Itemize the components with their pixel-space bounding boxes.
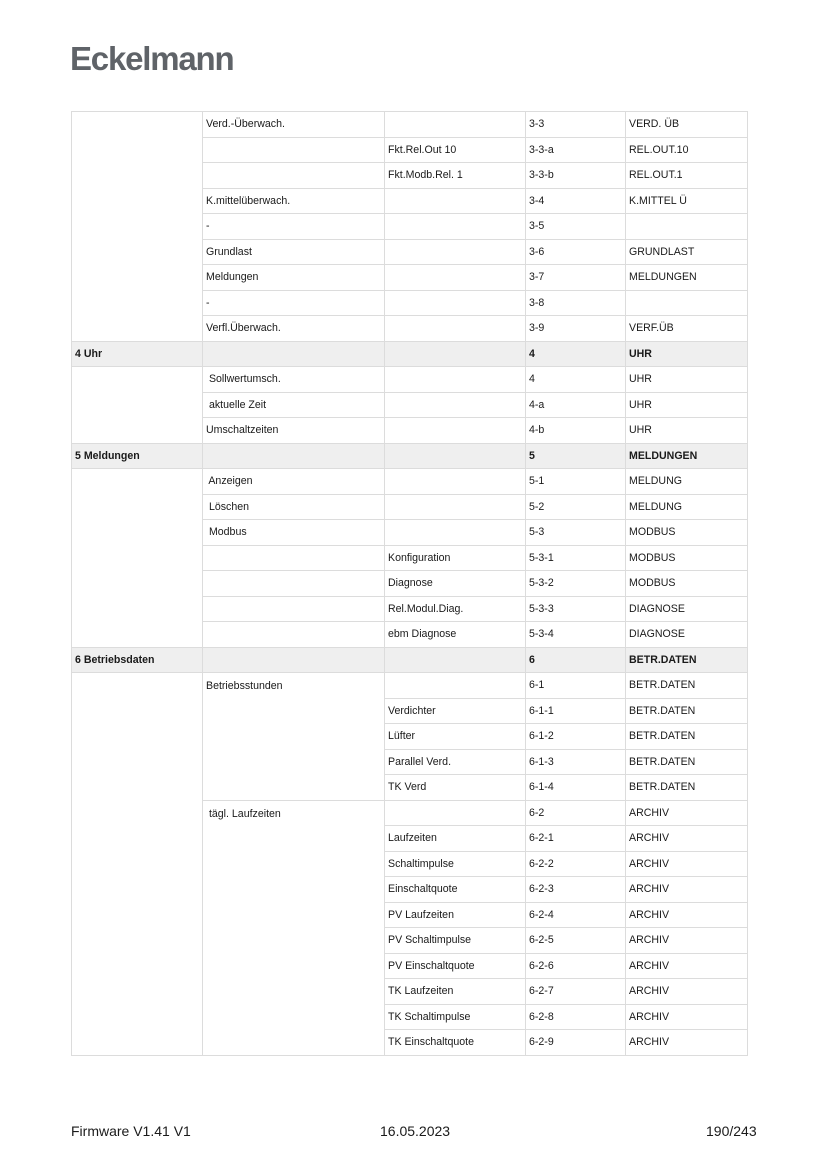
menu-code-cell: 6-2-6	[526, 953, 626, 979]
menu-code-cell: 5-3-3	[526, 596, 626, 622]
section-header-row	[72, 443, 748, 469]
menu-code-cell: 3-4	[526, 188, 626, 214]
menu-code-cell: 6-2-1	[526, 826, 626, 852]
display-name-cell: UHR	[626, 367, 748, 393]
menu-code-cell: 3-9	[526, 316, 626, 342]
level3-cell	[385, 341, 526, 367]
level3-cell	[385, 367, 526, 393]
level2-cell: Umschaltzeiten	[203, 418, 385, 444]
level2-cell: Sollwertumsch.	[203, 367, 385, 393]
level2-cell: Löschen	[203, 494, 385, 520]
menu-code-cell: 6-2-5	[526, 928, 626, 954]
level3-cell: ebm Diagnose	[385, 622, 526, 648]
menu-code-cell: 3-5	[526, 214, 626, 240]
display-name-cell	[626, 290, 748, 316]
level2-cell	[203, 647, 385, 673]
level3-cell: TK Einschaltquote	[385, 1030, 526, 1056]
level3-cell: Lüfter	[385, 724, 526, 750]
display-name-cell: UHR	[626, 341, 748, 367]
menu-code-cell: 3-3	[526, 112, 626, 138]
menu-code-cell: 6-2-9	[526, 1030, 626, 1056]
level3-cell: Rel.Modul.Diag.	[385, 596, 526, 622]
display-name-cell: MELDUNG	[626, 469, 748, 495]
level2-cell	[203, 163, 385, 189]
level2-cell	[203, 443, 385, 469]
display-name-cell: ARCHIV	[626, 953, 748, 979]
level1-empty-cell	[72, 469, 203, 648]
level3-cell	[385, 290, 526, 316]
display-name-cell: ARCHIV	[626, 800, 748, 826]
table-row	[72, 112, 748, 138]
display-name-cell: MELDUNGEN	[626, 443, 748, 469]
display-name-cell	[626, 214, 748, 240]
level3-cell	[385, 188, 526, 214]
level3-cell: Schaltimpulse	[385, 851, 526, 877]
level3-cell: Parallel Verd.	[385, 749, 526, 775]
menu-code-cell: 6-2	[526, 800, 626, 826]
table-row	[72, 367, 748, 393]
menu-code-cell: 4-a	[526, 392, 626, 418]
menu-code-cell: 4-b	[526, 418, 626, 444]
level3-cell: Laufzeiten	[385, 826, 526, 852]
display-name-cell: BETR.DATEN	[626, 647, 748, 673]
display-name-cell: BETR.DATEN	[626, 673, 748, 699]
menu-code-cell: 5	[526, 443, 626, 469]
level3-cell	[385, 520, 526, 546]
menu-code-cell: 6	[526, 647, 626, 673]
level2-cell	[203, 622, 385, 648]
level3-cell	[385, 112, 526, 138]
display-name-cell: DIAGNOSE	[626, 596, 748, 622]
menu-code-cell: 4	[526, 367, 626, 393]
level2-cell: Meldungen	[203, 265, 385, 291]
level2-cell: Verfl.Überwach.	[203, 316, 385, 342]
display-name-cell: BETR.DATEN	[626, 724, 748, 750]
menu-code-cell: 6-2-7	[526, 979, 626, 1005]
level3-cell: Einschaltquote	[385, 877, 526, 903]
menu-structure-table	[71, 111, 748, 1056]
level3-cell: PV Einschaltquote	[385, 953, 526, 979]
menu-code-cell: 5-3-4	[526, 622, 626, 648]
level1-empty-cell	[72, 673, 203, 1056]
menu-code-cell: 3-3-a	[526, 137, 626, 163]
footer-page-number: 190/243	[706, 1123, 757, 1139]
level3-cell: Verdichter	[385, 698, 526, 724]
menu-code-cell: 5-3-2	[526, 571, 626, 597]
footer-firmware: Firmware V1.41 V1	[71, 1123, 191, 1139]
section-label-cell: 5 Meldungen	[72, 443, 203, 469]
level3-cell: Fkt.Rel.Out 10	[385, 137, 526, 163]
level3-cell	[385, 214, 526, 240]
display-name-cell: VERD. ÜB	[626, 112, 748, 138]
section-label-cell: 6 Betriebsdaten	[72, 647, 203, 673]
level2-group-cell: tägl. Laufzeiten	[203, 800, 385, 1055]
level2-cell	[203, 596, 385, 622]
display-name-cell: UHR	[626, 418, 748, 444]
display-name-cell: ARCHIV	[626, 1030, 748, 1056]
display-name-cell: ARCHIV	[626, 1004, 748, 1030]
level2-cell	[203, 137, 385, 163]
display-name-cell: MODBUS	[626, 545, 748, 571]
display-name-cell: ARCHIV	[626, 851, 748, 877]
section-label-cell: 4 Uhr	[72, 341, 203, 367]
level3-cell	[385, 673, 526, 699]
display-name-cell: BETR.DATEN	[626, 698, 748, 724]
menu-code-cell: 5-2	[526, 494, 626, 520]
company-logo: Eckelmann	[70, 40, 234, 77]
menu-table-body	[72, 112, 748, 1056]
section-header-row	[72, 341, 748, 367]
menu-code-cell: 3-8	[526, 290, 626, 316]
level2-cell: Grundlast	[203, 239, 385, 265]
level1-empty-cell	[72, 367, 203, 444]
level3-cell	[385, 469, 526, 495]
display-name-cell: REL.OUT.10	[626, 137, 748, 163]
display-name-cell: K.MITTEL Ü	[626, 188, 748, 214]
section-header-row	[72, 647, 748, 673]
level2-cell: -	[203, 290, 385, 316]
level3-cell: Fkt.Modb.Rel. 1	[385, 163, 526, 189]
level2-cell: -	[203, 214, 385, 240]
level3-cell	[385, 265, 526, 291]
menu-code-cell: 6-2-8	[526, 1004, 626, 1030]
display-name-cell: REL.OUT.1	[626, 163, 748, 189]
level3-cell: Diagnose	[385, 571, 526, 597]
display-name-cell: MODBUS	[626, 571, 748, 597]
level3-cell	[385, 316, 526, 342]
menu-code-cell: 6-2-3	[526, 877, 626, 903]
display-name-cell: VERF.ÜB	[626, 316, 748, 342]
menu-code-cell: 6-1	[526, 673, 626, 699]
menu-code-cell: 5-3	[526, 520, 626, 546]
menu-code-cell: 6-1-4	[526, 775, 626, 801]
table-row	[72, 469, 748, 495]
display-name-cell: ARCHIV	[626, 902, 748, 928]
menu-code-cell: 3-3-b	[526, 163, 626, 189]
level3-cell: Konfiguration	[385, 545, 526, 571]
menu-code-cell: 5-1	[526, 469, 626, 495]
menu-code-cell: 5-3-1	[526, 545, 626, 571]
level2-cell: K.mittelüberwach.	[203, 188, 385, 214]
level2-cell	[203, 545, 385, 571]
menu-code-cell: 3-7	[526, 265, 626, 291]
menu-code-cell: 4	[526, 341, 626, 367]
level3-cell: TK Schaltimpulse	[385, 1004, 526, 1030]
level3-cell	[385, 392, 526, 418]
menu-code-cell: 6-1-2	[526, 724, 626, 750]
level2-group-cell: Betriebsstunden	[203, 673, 385, 801]
display-name-cell: MELDUNGEN	[626, 265, 748, 291]
display-name-cell: ARCHIV	[626, 979, 748, 1005]
level2-cell: Verd.-Überwach.	[203, 112, 385, 138]
display-name-cell: DIAGNOSE	[626, 622, 748, 648]
menu-code-cell: 6-1-1	[526, 698, 626, 724]
level3-cell	[385, 647, 526, 673]
footer-date: 16.05.2023	[380, 1123, 451, 1139]
display-name-cell: UHR	[626, 392, 748, 418]
display-name-cell: GRUNDLAST	[626, 239, 748, 265]
menu-code-cell: 3-6	[526, 239, 626, 265]
menu-code-cell: 6-1-3	[526, 749, 626, 775]
level1-empty-cell	[72, 112, 203, 342]
level3-cell: TK Verd	[385, 775, 526, 801]
display-name-cell: ARCHIV	[626, 877, 748, 903]
level2-cell	[203, 341, 385, 367]
level3-cell: PV Schaltimpulse	[385, 928, 526, 954]
level3-cell	[385, 418, 526, 444]
level3-cell	[385, 800, 526, 826]
display-name-cell: ARCHIV	[626, 928, 748, 954]
table-row	[72, 673, 748, 699]
level3-cell	[385, 239, 526, 265]
display-name-cell: MELDUNG	[626, 494, 748, 520]
menu-code-cell: 6-2-4	[526, 902, 626, 928]
level3-cell	[385, 494, 526, 520]
display-name-cell: BETR.DATEN	[626, 775, 748, 801]
level2-cell: aktuelle Zeit	[203, 392, 385, 418]
level2-cell	[203, 571, 385, 597]
level3-cell: TK Laufzeiten	[385, 979, 526, 1005]
level3-cell	[385, 443, 526, 469]
display-name-cell: MODBUS	[626, 520, 748, 546]
level2-cell: Modbus	[203, 520, 385, 546]
menu-code-cell: 6-2-2	[526, 851, 626, 877]
display-name-cell: BETR.DATEN	[626, 749, 748, 775]
display-name-cell: ARCHIV	[626, 826, 748, 852]
level3-cell: PV Laufzeiten	[385, 902, 526, 928]
level2-cell: Anzeigen	[203, 469, 385, 495]
